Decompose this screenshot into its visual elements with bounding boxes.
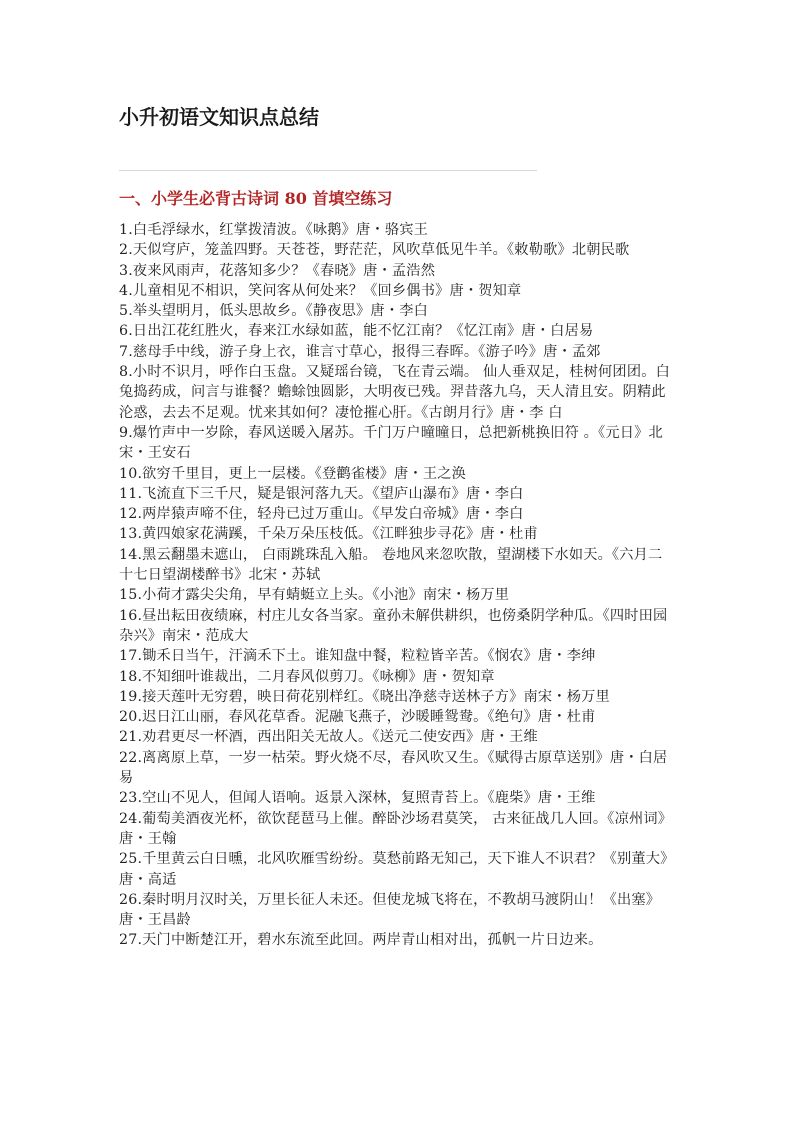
poem-line: 4.儿童相见不相识，笑问客从何处来？《回乡偶书》唐・贺知章: [119, 282, 522, 299]
poem-line: 13.黄四娘家花满蹊，千朵万朵压枝低。《江畔独步寻花》唐・杜甫: [119, 526, 538, 543]
poem-line: 11.飞流直下三千尺，疑是银河落九天。《望庐山瀑布》唐・李白: [119, 485, 524, 502]
poem-line: 9.爆竹声中一岁除，春风送暖入屠苏。千门万户曈曈日，总把新桃换旧符 。《元日》北宋・王安石: [119, 424, 663, 462]
poem-line: 23.空山不见人，但闻人语响。返景入深林，复照青苔上。《鹿柴》唐・王维: [119, 790, 596, 807]
poem-line: 25.千里黄云白日曛，北风吹雁雪纷纷。莫愁前路无知己，天下谁人不识君？《别董大》唐・高适: [119, 851, 675, 888]
poem-line: 22.离离原上草，一岁一枯荣。野火烧不尽，春风吹又生。《赋得古原草送别》唐・白居易: [119, 749, 668, 787]
title-divider: [119, 170, 537, 171]
poem-line: 7.慈母手中线，游子身上衣，谁言寸草心，报得三春晖。《游子吟》唐・孟郊: [119, 343, 601, 360]
poem-line: 6.日出江花红胜火，春来江水绿如蓝，能不忆江南？《忆江南》唐・白居易: [119, 323, 594, 340]
poem-line: 8.小时不识月，呼作白玉盘。又疑瑶台镜，飞在青云端。 仙人垂双足，桂树何团团。白兔捣药成，问言与谁餐？蟾蜍蚀圆影，大明夜已残。羿昔落九乌，天人清且安。阴精此沦惑，去去不足观。忧来其如何？凄怆摧心肝。《古朗月行》唐・李 白: [119, 364, 670, 421]
poem-line: 18.不知细叶谁裁出，二月春风似剪刀。《咏柳》唐・贺知章: [119, 668, 495, 685]
poem-line: 15.小荷才露尖尖角，早有蜻蜓立上头。《小池》南宋・杨万里: [119, 587, 510, 604]
poem-line: 10.欲穷千里目，更上一层楼。《登鹳雀楼》唐・王之涣: [119, 465, 466, 482]
poem-line: 21.劝君更尽一杯酒，西出阳关无故人。《送元二使安西》唐・王维: [119, 729, 538, 746]
poem-line: 5.举头望明月，低头思故乡。《静夜思》唐・李白: [119, 303, 428, 320]
poem-line: 19.接天莲叶无穷碧，映日荷花别样红。《晓出净慈寺送林子方》南宋・杨万里: [119, 688, 610, 705]
poem-line: 17.锄禾日当午，汗滴禾下土。谁知盘中餐，粒粒皆辛苦。《悯农》唐・李绅: [119, 648, 596, 665]
poem-line: 27.天门中断楚江开，碧水东流至此回。两岸青山相对出，孤帆一片日边来。: [119, 932, 603, 949]
poem-list: [119, 220, 675, 951]
poem-line: 1.白毛浮绿水，红掌拨清波。《咏鹅》唐・骆宾王: [119, 222, 428, 238]
poem-line: 3.夜来风雨声，花落知多少？《春晓》唐・孟浩然: [119, 262, 436, 279]
page-title: 小升初语文知识点总结: [119, 105, 319, 129]
poem-line: 26.秦时明月汉时关，万里长征人未还。但使龙城飞将在，不教胡马渡阴山！《出塞》唐・王昌龄: [119, 891, 661, 929]
poem-line: 2.天似穹庐，笼盖四野。天苍苍，野茫茫，风吹草低见牛羊。《敕勒歌》北朝民歌: [119, 242, 630, 259]
poem-line: 12.两岸猿声啼不住，轻舟已过万重山。《早发白帝城》唐・李白: [119, 506, 524, 523]
section-heading: 一、小学生必背古诗词 80 首填空练习: [119, 189, 393, 208]
poem-line: 16.昼出耘田夜绩麻，村庄儿女各当家。童孙未解供耕织，也傍桑阴学种瓜。《四时田园杂兴》南宋・范成大: [119, 607, 668, 644]
poem-line: 14.黑云翻墨未遮山， 白雨跳珠乱入船。 卷地风来忽吹散，望湖楼下水如天。《六月二十七日望湖楼醉书》北宋・苏轼: [119, 546, 663, 584]
poem-line: 20.迟日江山丽，春风花草香。泥融飞燕子，沙暖睡鸳鸯。《绝句》唐・杜甫: [119, 709, 596, 726]
poem-line: 24.葡萄美酒夜光杯，欲饮琵琶马上催。醉卧沙场君莫笑， 古来征战几人回。《凉州词》唐・王翰: [119, 810, 673, 847]
